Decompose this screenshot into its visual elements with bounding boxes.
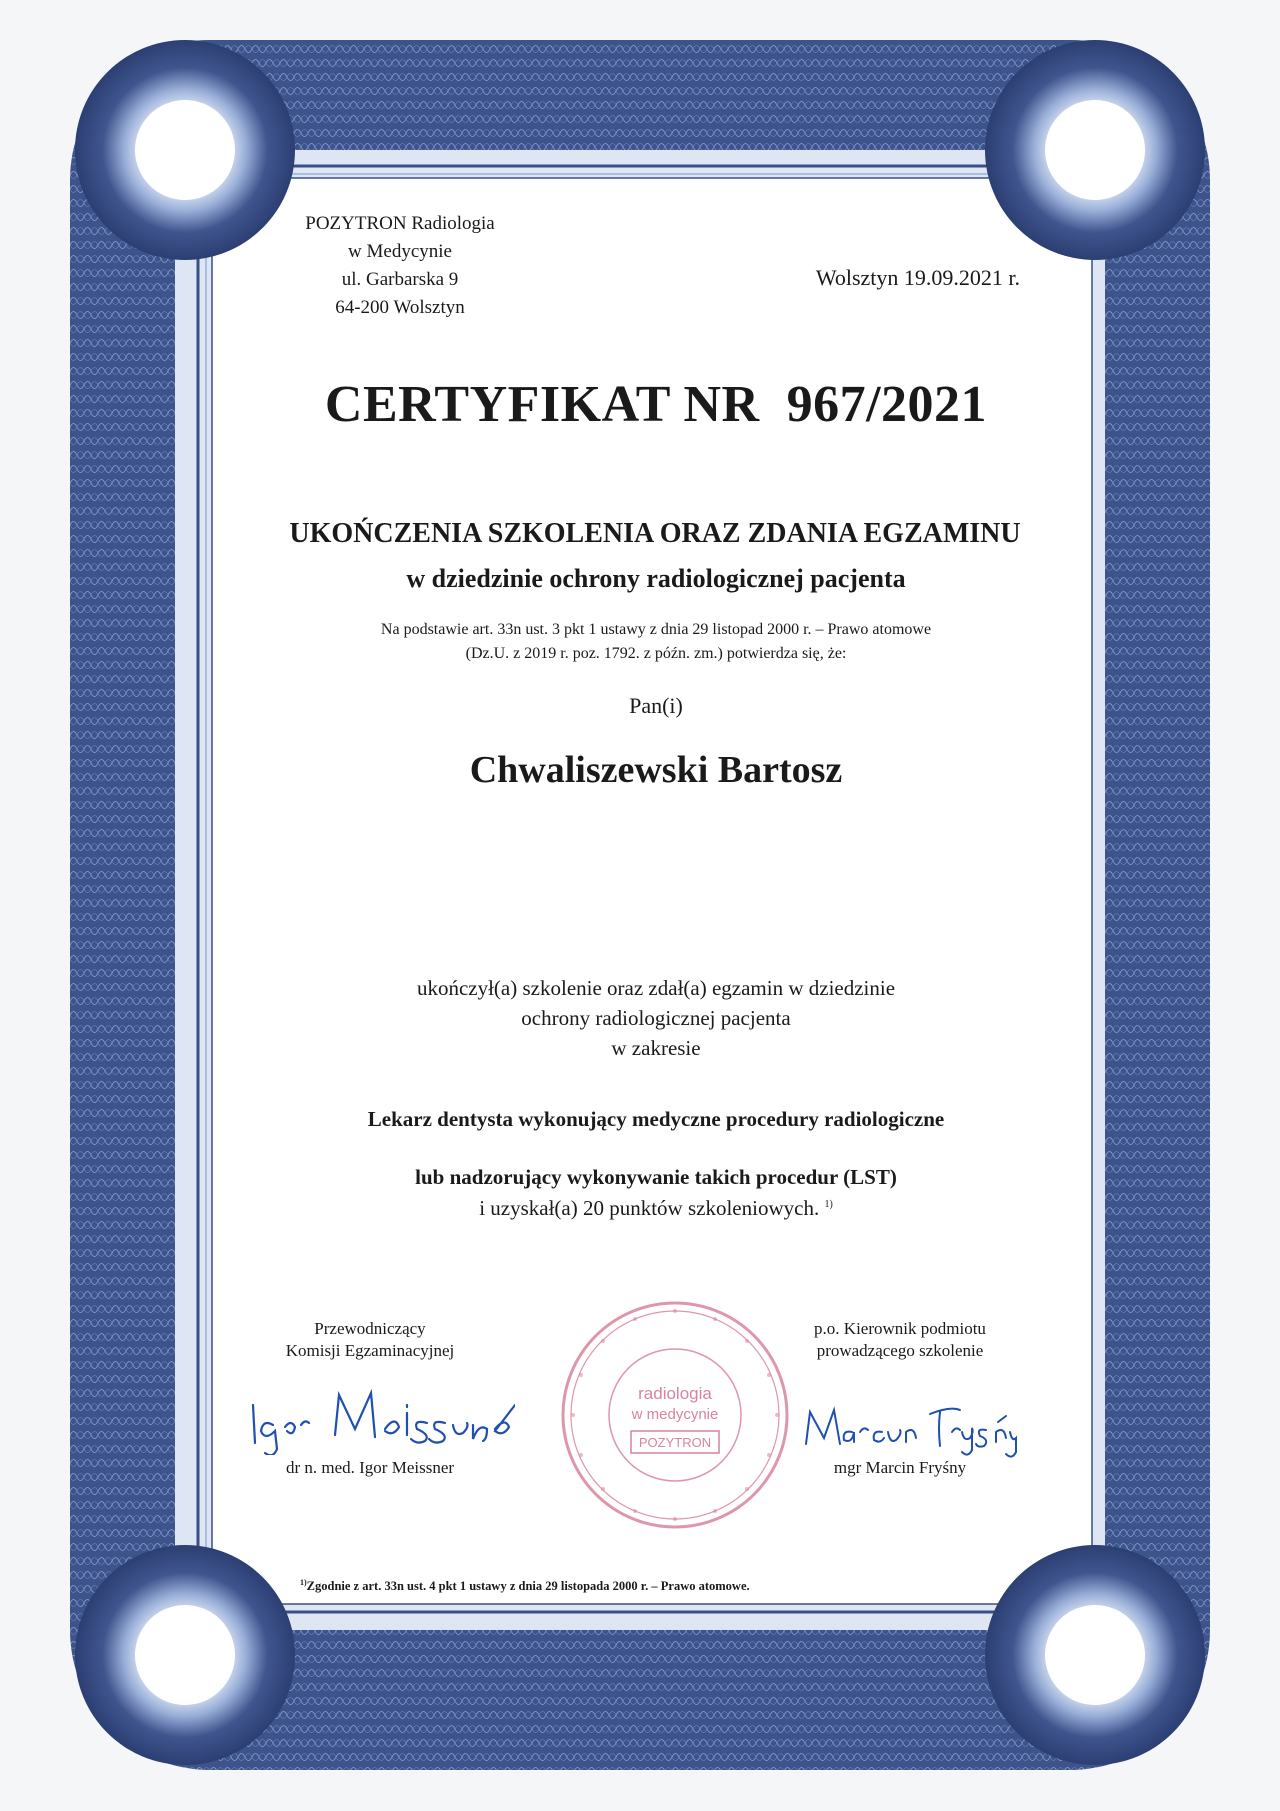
certificate-subtitle-field: w dziedzinie ochrony radiologicznej pacjenta — [406, 564, 906, 593]
left-role-line2: Komisji Egzaminacyjnej — [285, 1341, 455, 1360]
issuer-name-line1: POZYTRON Radiologia — [305, 213, 495, 234]
salutation: Pan(i) — [629, 693, 683, 718]
right-signature-icon — [800, 1392, 1020, 1462]
points-footnote-marker: 1) — [824, 1199, 833, 1210]
footnote — [300, 1578, 900, 1594]
legal-basis-line2: (Dz.U. z 2019 r. poz. 1792. z późn. zm.) potwierdza się, że: — [465, 645, 847, 662]
issue-date: Wolsztyn 19.09.2021 r. — [815, 265, 1020, 290]
completion-line2: ochrony radiologicznej pacjenta — [521, 1006, 791, 1030]
right-signatory-name: mgr Marcin Fryśny — [833, 1458, 967, 1477]
recipient-name: Chwaliszewski Bartosz — [469, 749, 843, 791]
left-signatory-role — [240, 1318, 500, 1362]
right-signatory-role — [770, 1318, 1030, 1362]
right-role-line2: prowadzącego szkolenie — [816, 1341, 984, 1360]
completion-line3: w zakresie — [611, 1036, 701, 1060]
certificate-subtitle: UKOŃCZENIA SZKOLENIA ORAZ ZDANIA EGZAMINU — [289, 518, 1021, 549]
training-scope — [218, 1090, 1094, 1206]
left-signatory-name: dr n. med. Igor Meissner — [285, 1458, 455, 1477]
stamp-line1: radiologia — [638, 1384, 712, 1403]
left-role-line1: Przewodniczący — [314, 1319, 426, 1338]
issuer-address — [300, 210, 500, 322]
official-stamp-icon — [555, 1295, 795, 1535]
certificate-title: CERTYFIKAT NR 967/2021 — [324, 376, 988, 433]
right-role-line1: p.o. Kierownik podmiotu — [814, 1319, 986, 1338]
legal-basis — [240, 618, 1072, 666]
legal-basis-line1: Na podstawie art. 33n ust. 3 pkt 1 ustawy z dnia 29 listopad 2000 r. – Prawo atomowe — [380, 621, 932, 638]
left-signature-icon — [245, 1385, 515, 1455]
footnote-marker: 1) — [300, 1578, 307, 1587]
scope-line1: Lekarz dentysta wykonujący medyczne procedury radiologiczne — [367, 1107, 945, 1131]
footnote-text: Zgodnie z art. 33n ust. 4 pkt 1 ustawy z dnia 29 listopada 2000 r. – Prawo atomowe. — [306, 1579, 750, 1594]
issuer-city: 64-200 Wolsztyn — [335, 297, 465, 318]
stamp-box: POZYTRON — [638, 1435, 712, 1450]
points-text: i uzyskał(a) 20 punktów szkoleniowych. — [479, 1196, 820, 1220]
completion-line1: ukończył(a) szkolenie oraz zdał(a) egzamin w dziedzinie — [416, 976, 896, 1000]
points-statement — [218, 1196, 1094, 1221]
issuer-street: ul. Garbarska 9 — [341, 269, 459, 290]
scope-line2: lub nadzorujący wykonywanie takich procedur (LST) — [415, 1165, 897, 1189]
stamp-line2: w medycynie — [631, 1406, 719, 1423]
corner-rosette-icon — [75, 40, 295, 260]
issuer-name-line2: w Medycynie — [348, 241, 452, 262]
completion-statement — [218, 973, 1094, 1063]
